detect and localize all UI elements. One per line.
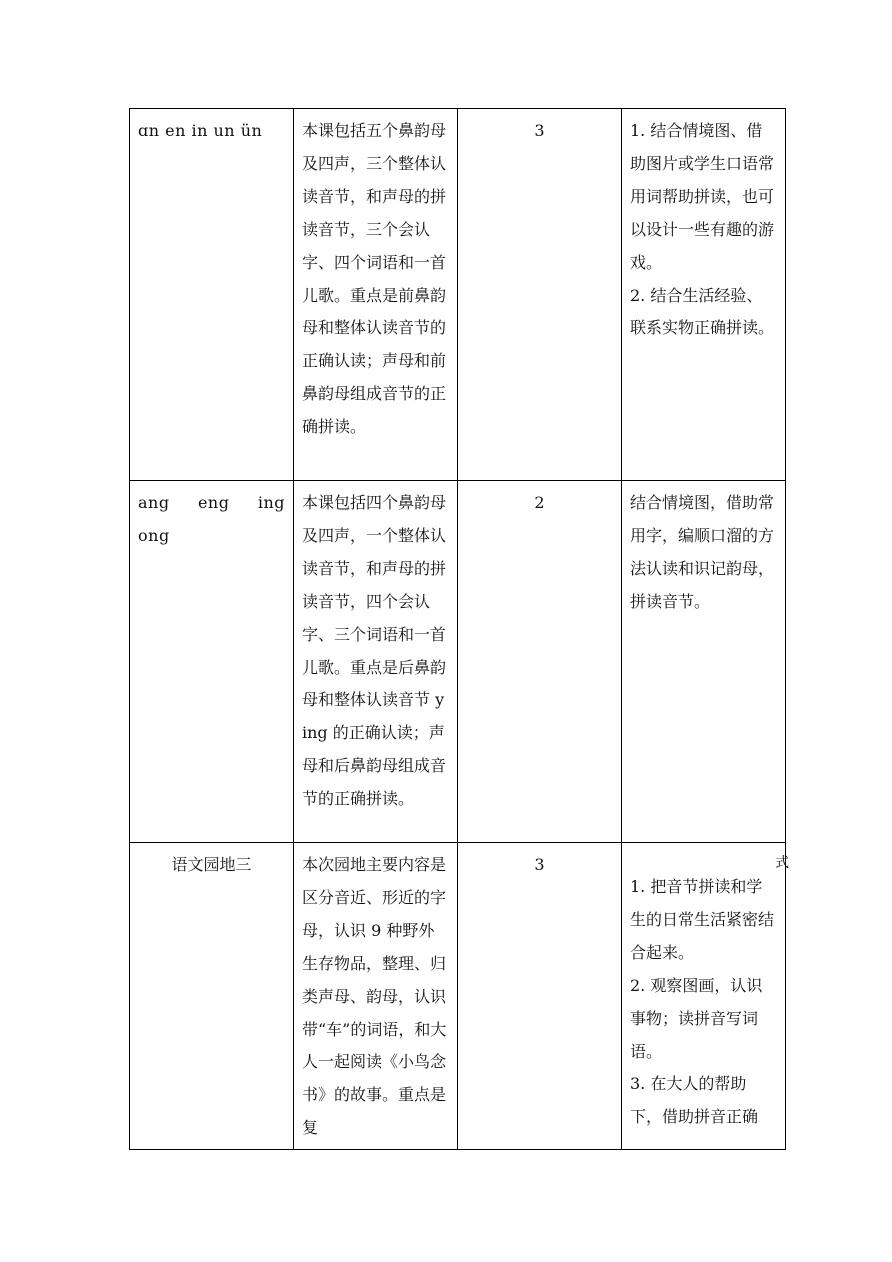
method-item: 3. 在大人的帮助下，借助拼音正确 <box>630 1074 759 1127</box>
lesson-title-line: ang eng ing <box>138 493 285 512</box>
method-item: 1. 结合情境图、借助图片或学生口语常用词帮助拼读，也可以设计一些有趣的游戏。 <box>630 121 775 272</box>
lesson-content-cell: 本次园地主要内容是区分音近、形近的字母，认识 9 种野外生存物品，整理、归类声母、韵母，认识带“车”的词语，和大人一起阅读《小鸟念书》的故事。重点是复 <box>294 843 458 1150</box>
table-row <box>130 481 786 843</box>
teaching-methods-cell <box>622 109 786 481</box>
lesson-title-cell <box>130 481 294 843</box>
teaching-methods-cell <box>622 843 789 1150</box>
lesson-content-cell: 本课包括四个鼻韵母及四声，一个整体认读音节，和声母的拼读音节，四个会认字、三个词语和一首儿歌。重点是后鼻韵母和整体认读音节 ying 的正确认读；声母和后鼻韵母组成音节的正确拼读。 <box>294 481 458 843</box>
table-row <box>130 843 786 1150</box>
lesson-title-line: ong <box>138 525 170 545</box>
method-item: 1. 把音节拼读和学生的日常生活紧密结合起来。 <box>630 877 775 962</box>
lesson-content-cell: 本课包括五个鼻韵母及四声，三个整体认读音节，和声母的拼读音节，三个会认字、四个词语和一首儿歌。重点是前鼻韵母和整体认读音节的正确认读；声母和前鼻韵母组成音节的正确拼读。 <box>294 109 458 481</box>
method-item: 结合情境图，借助常用字，编顺口溜的方法认读和识记韵母，拼读音节。 <box>630 493 775 611</box>
overflow-text: 式 <box>775 855 789 871</box>
class-hours-cell: 3 <box>458 109 622 481</box>
class-hours-cell: 3 <box>458 843 622 1150</box>
method-item: 2. 观察图画，认识事物；读拼音写词语。 <box>630 975 763 1061</box>
teaching-methods-cell <box>622 481 786 843</box>
method-item: 2. 结合生活经验、联系实物正确拼读。 <box>630 285 775 338</box>
table-row <box>130 109 786 481</box>
lesson-title-cell: 语文园地三 <box>130 843 294 1150</box>
lesson-title-cell: ɑn en in un ün <box>130 109 294 481</box>
class-hours-cell: 2 <box>458 481 622 843</box>
lesson-plan-table <box>129 108 789 1150</box>
